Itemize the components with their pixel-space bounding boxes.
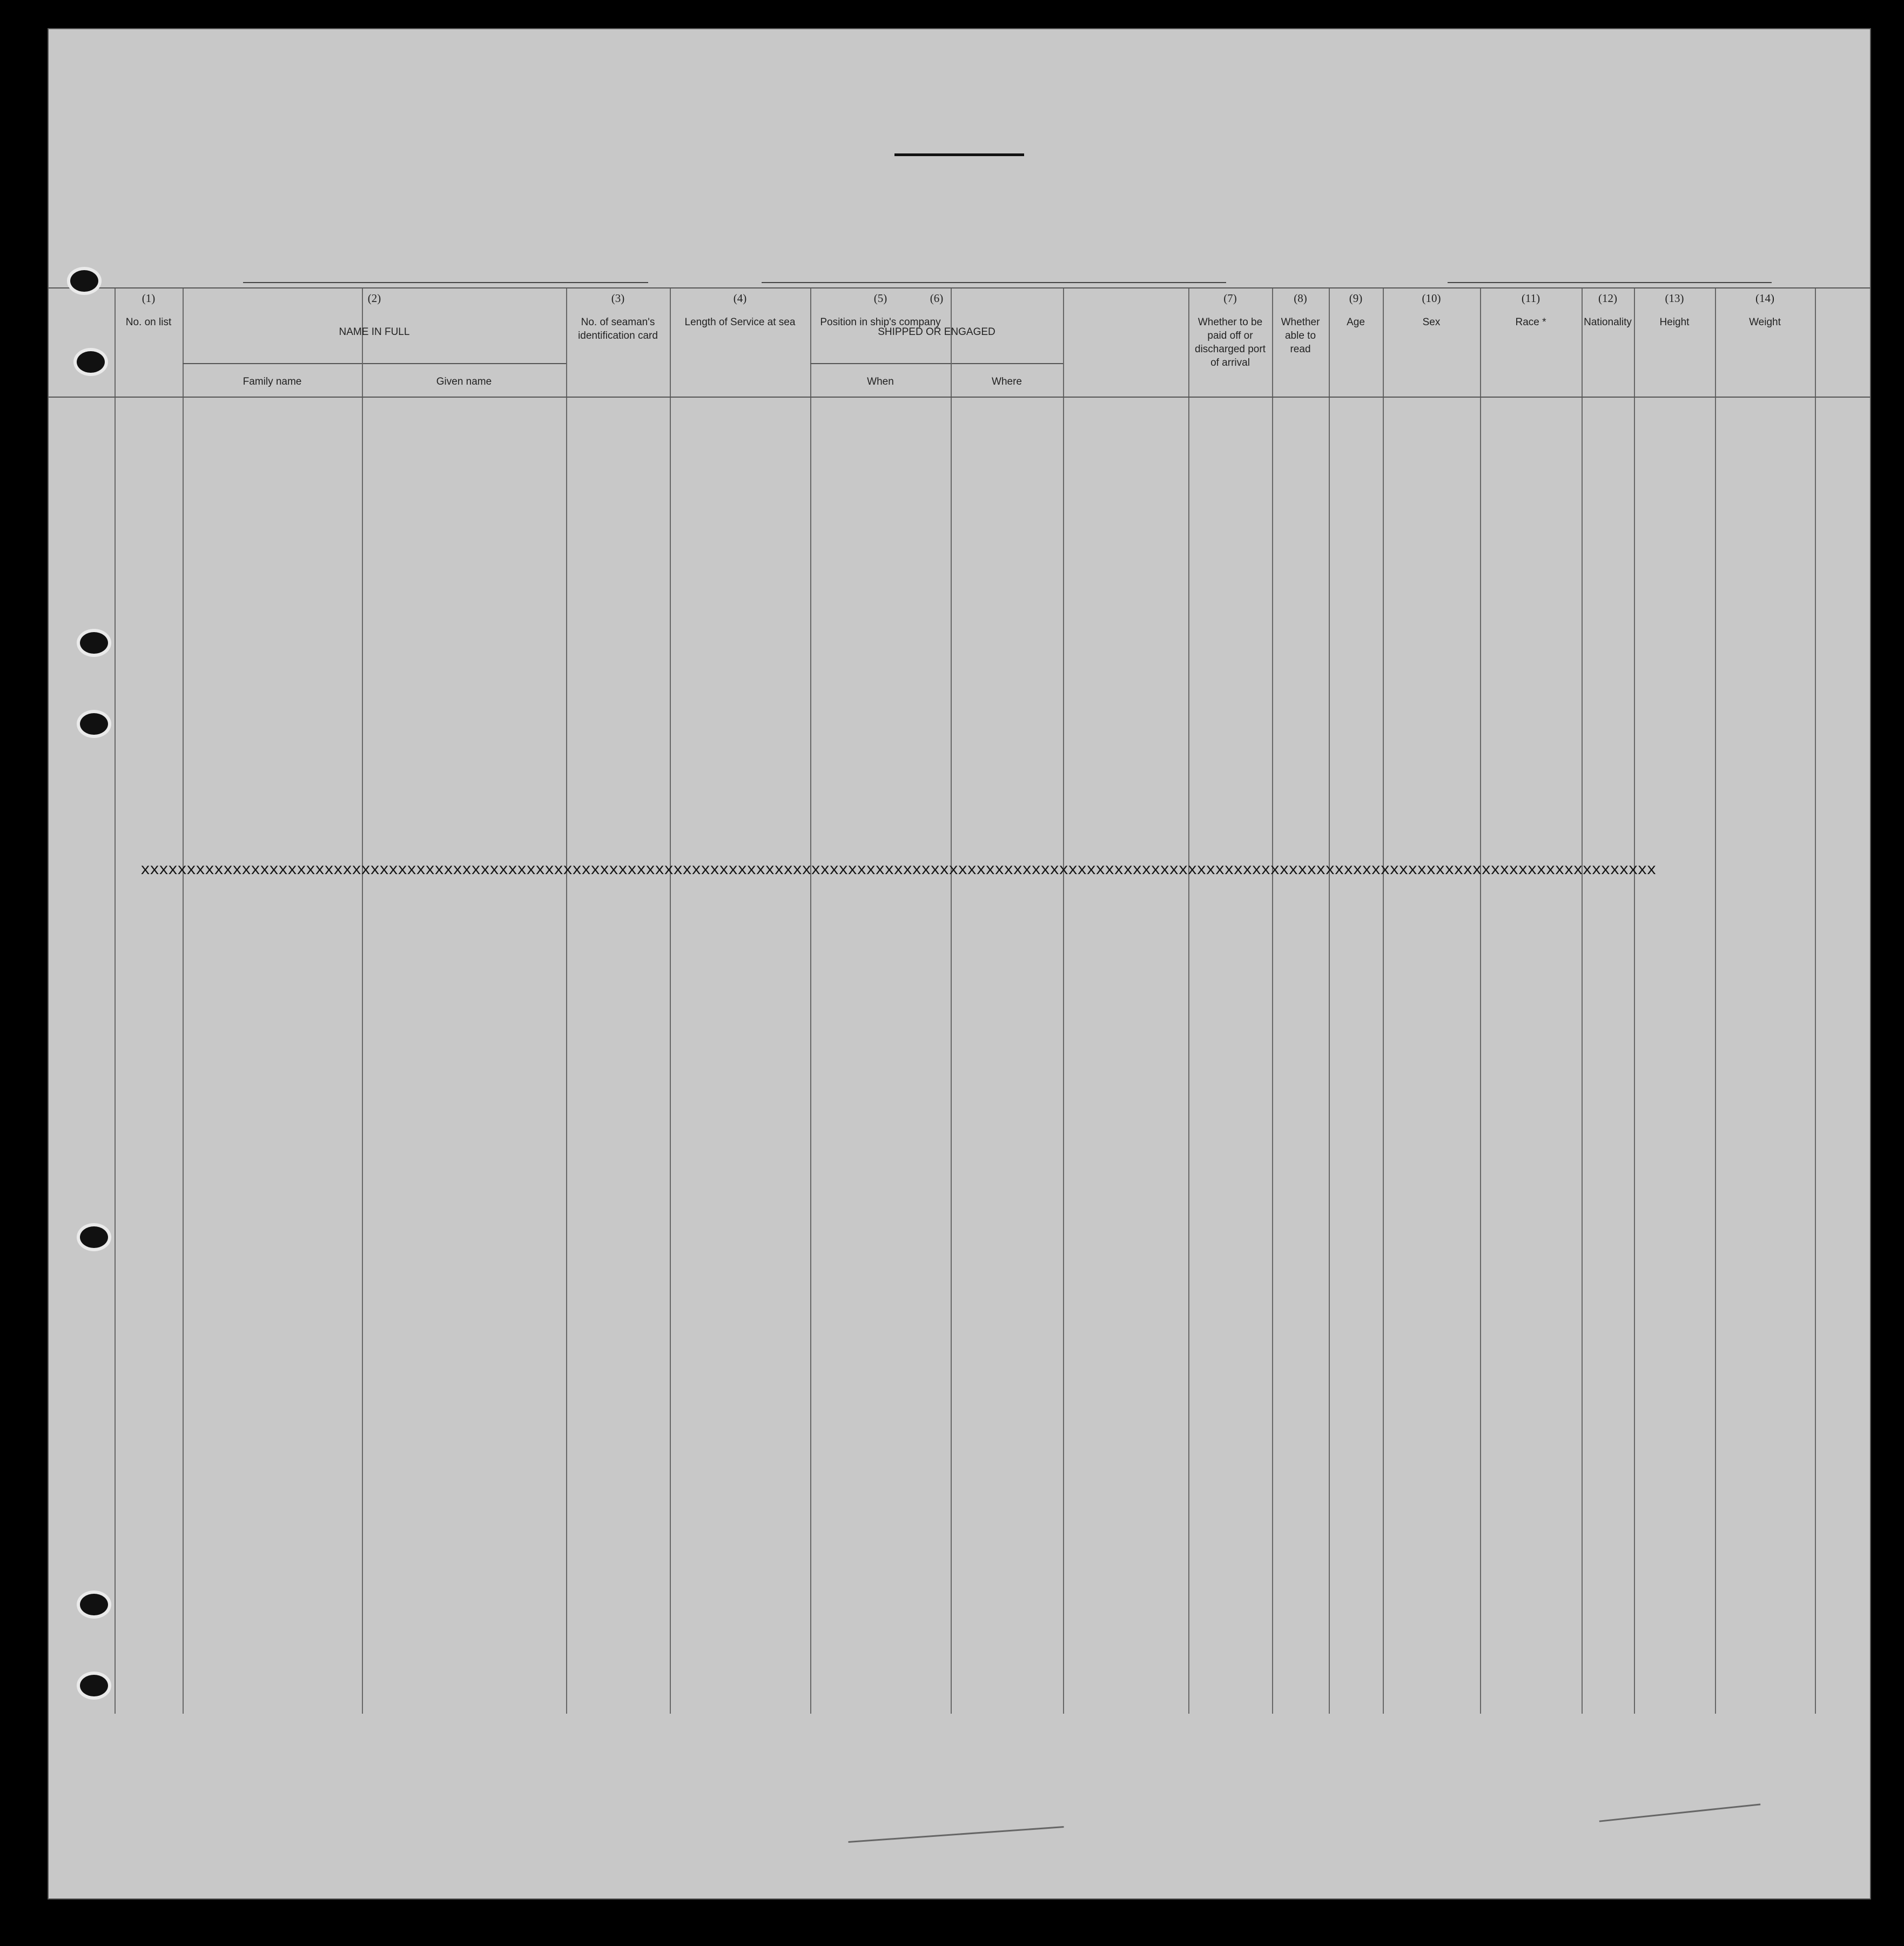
column-subheader: When	[867, 376, 894, 387]
subheader-rule	[183, 363, 566, 364]
manifest-sheet	[48, 28, 1871, 1900]
column-rule	[670, 287, 671, 1714]
column-number: (13)	[1665, 292, 1684, 305]
header-rule	[49, 397, 1870, 398]
purser-signature	[1599, 1803, 1761, 1822]
inspector-signature	[848, 1826, 1064, 1843]
column-number: (1)	[142, 292, 156, 305]
column-subheader: Family name	[243, 376, 302, 387]
column-rule	[1272, 287, 1273, 1714]
column-header: Nationality	[1584, 317, 1632, 328]
vessel-rule	[243, 282, 648, 283]
column-rule	[1063, 287, 1064, 1714]
column-header: Whether able to read	[1281, 317, 1320, 355]
voyage-line	[162, 256, 1836, 288]
sheet-number	[1669, 89, 1676, 111]
column-header: Height	[1659, 317, 1690, 328]
binder-hole	[77, 1672, 111, 1700]
column-subheader: Given name	[436, 376, 492, 387]
column-header: No. on list	[125, 317, 172, 328]
column-header: Age	[1347, 317, 1365, 328]
column-header: Race *	[1515, 317, 1546, 328]
binder-hole	[77, 629, 111, 657]
column-number: (5)	[873, 292, 887, 305]
column-number: (7)	[1223, 292, 1237, 305]
binder-hole	[77, 1223, 111, 1251]
column-header: Whether to be paid off or discharged port of arrival	[1195, 317, 1266, 368]
column-number: (3)	[611, 292, 625, 305]
column-header: No. of seaman's identification card	[578, 317, 658, 341]
crew-table	[49, 287, 1870, 1714]
column-number: (12)	[1598, 292, 1617, 305]
struck-out-row: xxxxxxxxxxxxxxxxxxxxxxxxxxxxxxxxxxxxxxxxxxxxxxxxxxxxxxxxxxxxxxxxxxxxxxxxxxxxxxxxxxxxxxxxxxxxxxxxxxxxxxxxxxxxxxxxxxxxxxxxxxxxxxxxxxxxxxxxxxxxxxxxxxxxxxxxxxxxxxxxxxxxx	[140, 861, 1656, 880]
column-rule	[1815, 287, 1816, 1714]
subheader-rule	[810, 363, 1063, 364]
binder-hole	[67, 267, 102, 295]
column-number: (4)	[733, 292, 747, 305]
column-header: NAME IN FULL	[339, 326, 410, 338]
column-rule	[1634, 287, 1635, 1714]
column-header: Length of Service at sea	[684, 317, 796, 328]
column-header: Position in ship's company	[820, 317, 941, 328]
column-number: (14)	[1755, 292, 1774, 305]
column-rule	[566, 287, 567, 1714]
column-rule	[1582, 287, 1583, 1714]
column-number: (9)	[1349, 292, 1363, 305]
binder-hole	[77, 710, 111, 738]
column-rule	[362, 287, 363, 1714]
column-rule	[1480, 287, 1481, 1714]
binder-hole	[73, 348, 108, 376]
column-rule	[951, 287, 952, 1714]
column-subheader: Where	[992, 376, 1022, 387]
column-header: SHIPPED OR ENGAGED	[878, 326, 995, 338]
column-rule	[115, 287, 116, 1714]
binder-hole	[77, 1591, 111, 1619]
column-rule	[1329, 287, 1330, 1714]
column-number: (8)	[1294, 292, 1307, 305]
column-rule	[183, 287, 184, 1714]
column-header: Sex	[1422, 317, 1441, 328]
column-rule	[810, 287, 811, 1714]
column-rule	[1188, 287, 1189, 1714]
column-rule	[1383, 287, 1384, 1714]
column-number: (2)	[367, 292, 381, 305]
column-header: Weight	[1749, 317, 1781, 328]
column-number: (6)	[930, 292, 944, 305]
column-number: (10)	[1422, 292, 1441, 305]
column-number: (11)	[1521, 292, 1540, 305]
title-rule	[894, 153, 1024, 156]
column-rule	[1715, 287, 1716, 1714]
date-rule	[967, 282, 1226, 283]
header-rule	[49, 287, 1870, 288]
port-rule	[1448, 282, 1772, 283]
